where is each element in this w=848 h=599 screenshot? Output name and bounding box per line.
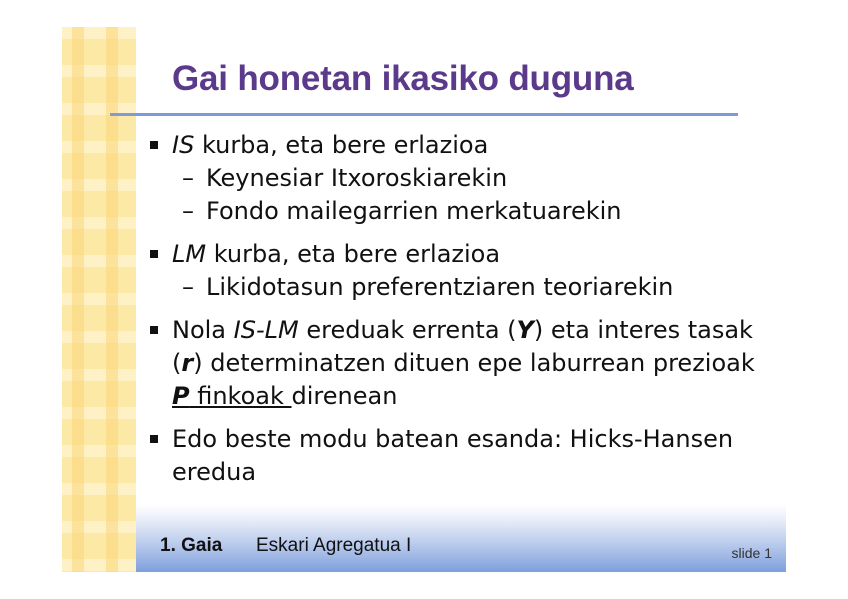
- bullet-text: kurba, eta bere erlazioa: [206, 240, 501, 268]
- bullet-text: Edo beste modu batean esanda: Hicks-Hansen eredua: [172, 425, 734, 486]
- bullet-text: ereduak errenta (: [298, 316, 517, 344]
- bullet-text: ) eta interes tasak (: [172, 316, 753, 377]
- interest-symbol: r: [181, 349, 194, 377]
- sub-item: [172, 271, 778, 304]
- sub-item: [172, 162, 778, 195]
- dash-icon: –: [182, 164, 194, 192]
- dash-icon: –: [182, 197, 194, 225]
- decorative-strip: [62, 27, 136, 572]
- fixed-text: finkoak: [189, 382, 292, 410]
- bullet-lm-curve: [148, 238, 778, 304]
- sub-item-text: Fondo mailegarrien merkatuarekin: [206, 197, 622, 225]
- dash-icon: –: [182, 273, 194, 301]
- square-bullet-icon: [150, 326, 158, 334]
- footer-bar: [136, 505, 786, 572]
- square-bullet-icon: [150, 435, 158, 443]
- slide-title: Gai honetan ikasiko duguna: [172, 59, 634, 98]
- bullet-text: ) determinatzen dituen epe laburrean prezioak: [193, 349, 755, 377]
- sub-item: [172, 195, 778, 228]
- bullet-islm-model: [148, 314, 778, 413]
- price-symbol: P: [172, 382, 190, 410]
- income-symbol: Y: [516, 316, 534, 344]
- bullet-text: kurba, eta bere erlazioa: [194, 131, 489, 159]
- sub-item-text: Keynesiar Itxoroskiarekin: [206, 164, 508, 192]
- is-term: IS: [172, 131, 195, 159]
- footer-title: Eskari Agregatua I: [256, 535, 412, 556]
- bullet-is-curve: [148, 129, 778, 228]
- lm-term: LM: [172, 240, 207, 268]
- islm-term: IS-LM: [233, 316, 299, 344]
- sub-item-text: Likidotasun preferentziaren teoriarekin: [206, 273, 674, 301]
- bullet-list: [148, 129, 778, 499]
- square-bullet-icon: [150, 141, 158, 149]
- bullet-hicks-hansen: [148, 423, 778, 489]
- slide: [62, 27, 786, 572]
- slide-number: slide 1: [731, 545, 772, 561]
- bullet-text: Nola: [172, 316, 234, 344]
- footer-chapter: 1. Gaia: [160, 535, 223, 556]
- square-bullet-icon: [150, 250, 158, 258]
- title-divider: [110, 113, 738, 116]
- bullet-text: direnean: [291, 382, 398, 410]
